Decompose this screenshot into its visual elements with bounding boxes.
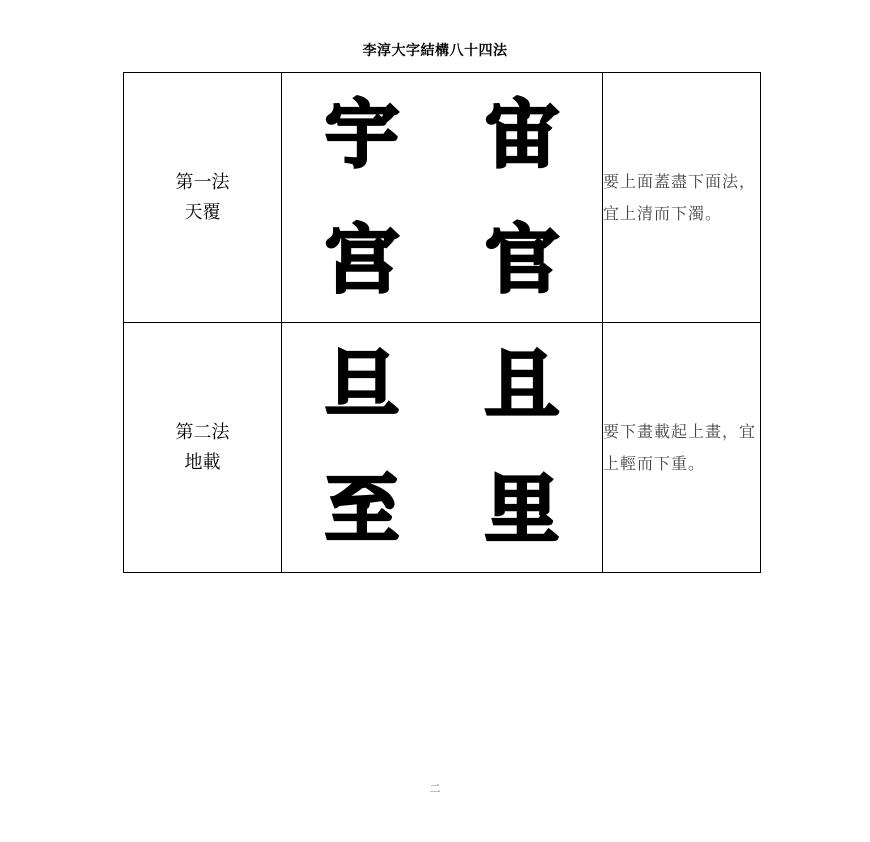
example-character: 里 bbox=[485, 466, 559, 553]
table-row bbox=[124, 73, 761, 323]
example-character: 官 bbox=[485, 216, 559, 303]
method-name-cell bbox=[124, 73, 282, 323]
method-name: 地載 bbox=[184, 451, 221, 473]
method-number: 第二法 bbox=[175, 421, 230, 443]
example-characters-cell bbox=[282, 323, 603, 573]
method-name: 天覆 bbox=[184, 201, 221, 223]
example-character: 宫 bbox=[325, 216, 399, 303]
method-name-cell bbox=[124, 323, 282, 573]
example-character: 宇 bbox=[325, 92, 399, 179]
document-title: 李淳大字結構八十四法 bbox=[362, 43, 508, 59]
example-character: 旦 bbox=[325, 342, 399, 429]
method-description-cell bbox=[603, 73, 761, 323]
example-character: 且 bbox=[485, 342, 559, 429]
method-description: 要上面蓋盡下面法，宜上清而下濁。 bbox=[603, 171, 757, 223]
table-row bbox=[124, 323, 761, 573]
method-number: 第一法 bbox=[175, 171, 230, 193]
example-character: 至 bbox=[325, 466, 399, 553]
method-description: 要下畫載起上畫，宜上輕而下重。 bbox=[603, 421, 757, 473]
example-characters-cell bbox=[282, 73, 603, 323]
example-character: 宙 bbox=[485, 92, 559, 179]
page-number: 二 bbox=[429, 782, 441, 795]
methods-table bbox=[123, 72, 761, 573]
method-description-cell bbox=[603, 323, 761, 573]
